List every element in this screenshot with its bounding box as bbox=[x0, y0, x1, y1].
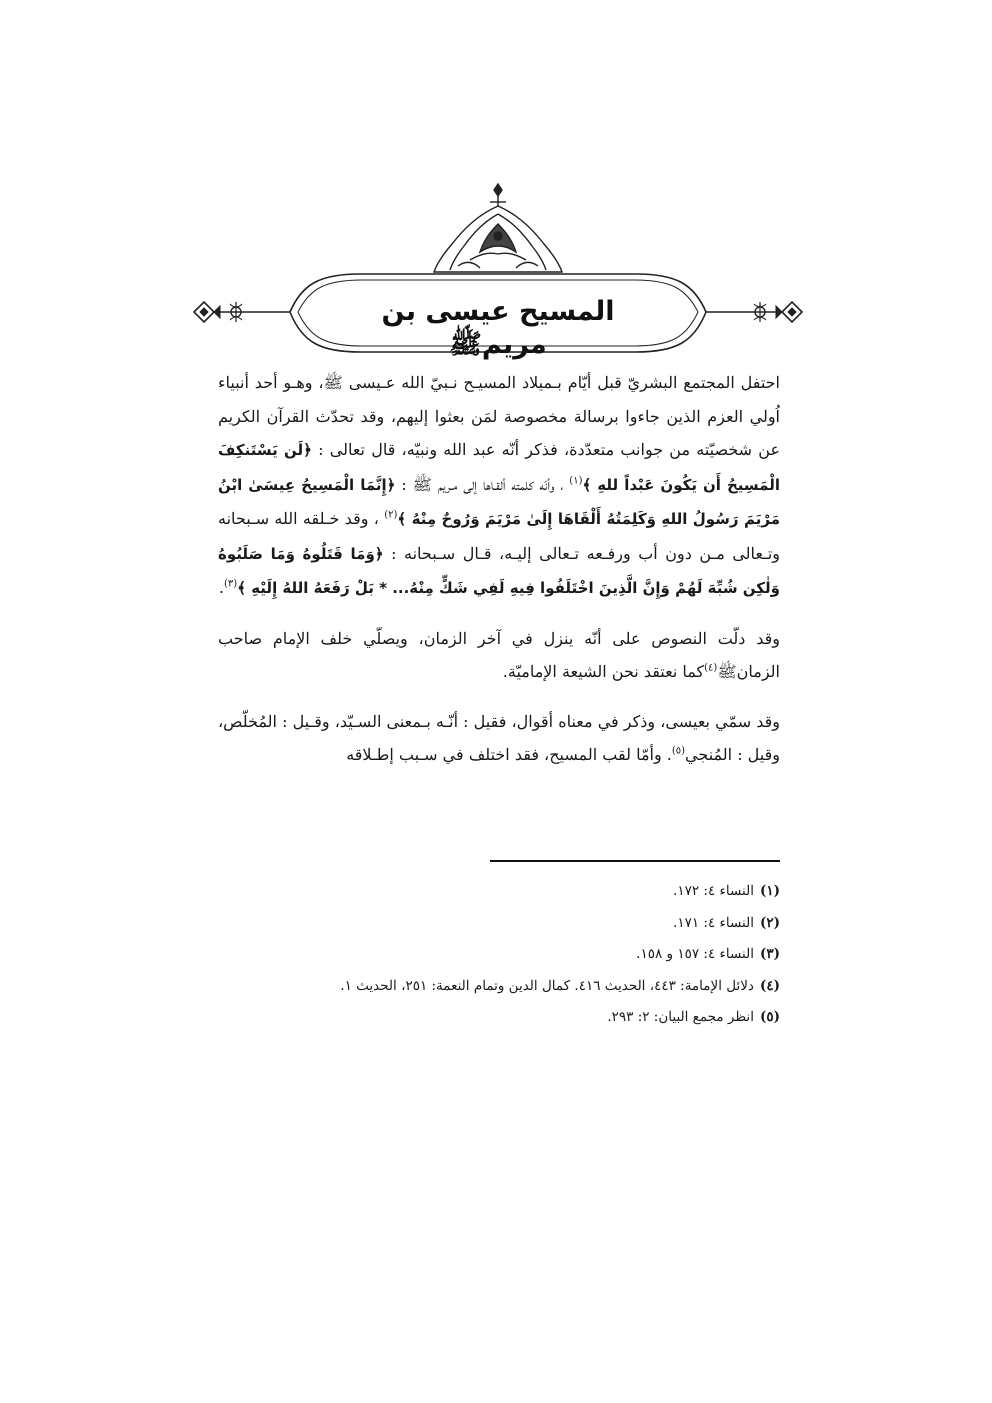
footnote-item bbox=[218, 939, 780, 971]
footnote-ref-2: (٢) bbox=[384, 509, 398, 521]
chapter-title: المسيح عيسى بن مريمﷺ bbox=[381, 296, 615, 360]
main-text bbox=[218, 366, 780, 788]
paragraph-1-end: . bbox=[218, 578, 225, 597]
arabesque-ornament-icon bbox=[434, 184, 562, 272]
footnote-ref-5: (٥) bbox=[671, 745, 686, 757]
paragraph-2 bbox=[218, 622, 780, 689]
footnote-number: (٤) bbox=[759, 977, 780, 994]
footnote-item bbox=[218, 1002, 780, 1034]
footnote-number: (٣) bbox=[759, 946, 780, 962]
paragraph-1-mid-1: ، وأنّه كلمته ألقـاها إلى مـريم ﷺ : bbox=[401, 474, 564, 494]
paragraph-2-end: كما نعتقد نحن الشيعة الإماميّة. bbox=[502, 662, 705, 681]
paragraph-3-text: وقد سمّي بعيسى، وذكر في معناه أقوال، فقيل : أنّـه بـمعنى السـيّد، وقـيل : المُخلّص، وقيل : المُنجي bbox=[218, 711, 780, 764]
quran-verse-2: ﴿إِنَّمَا الْمَسِيحُ عِيسَىٰ ابْنُ مَرْيَمَ رَسُولُ اللهِ وَكَلِمَتُهُ أَلْقَاهَا إِلَىٰ مَرْيَمَ وَرُوحٌ مِنْهُ ﴾ bbox=[218, 475, 780, 528]
paragraph-3 bbox=[218, 705, 780, 772]
footnote-ref-3: (٣) bbox=[224, 578, 238, 590]
quran-verse-3: ﴿وَمَا قَتَلُوهُ وَمَا صَلَبُوهُ وَلٰكِن شُبِّهَ لَهُمْ وَإِنَّ الَّذِينَ اخْتَلَفُوا فِيهِ لَفِي شَكٍّ مِنْهُ... * بَلْ رَفَعَهُ اللهُ إِلَيْهِ ﴾ bbox=[218, 544, 780, 597]
footnote-text: النساء ٤: ١٥٧ و ١٥٨. bbox=[636, 946, 754, 962]
footnote-number: (٥) bbox=[759, 1009, 780, 1025]
footnote-divider bbox=[490, 860, 780, 862]
paragraph-3-end: . وأمّا لقب المسيح، فقد اختلف في سـبب إطـلاقه bbox=[346, 745, 672, 764]
paragraph-2-text: وقد دلّت النصوص على أنّه ينزل في آخر الزمان، ويصلّي خلف الإمام صاحب الزمانﷺ bbox=[218, 628, 780, 681]
footnote-text: النساء ٤: ١٧١. bbox=[673, 914, 754, 931]
paragraph-1-mid-2: ، وقد خـلقه الله سـبحانه وتـعالى مـن دون أب ورفـعه تـعالى إليـه، قـال سـبحانه : bbox=[218, 509, 780, 563]
footnote-ref-4: (٤) bbox=[704, 662, 718, 674]
footnote-item bbox=[218, 971, 780, 1003]
footnote-text: انظر مجمع البيان: ٢: ٢٩٣. bbox=[607, 1009, 754, 1025]
footnote-number: (٢) bbox=[759, 914, 780, 931]
quran-verse-1: ﴿لَن يَسْتَنكِفَ الْمَسِيحُ أَن يَكُونَ عَبْداً للهِ ﴾ bbox=[218, 441, 781, 494]
paragraph-1 bbox=[218, 366, 780, 606]
chapter-header bbox=[190, 180, 806, 380]
footnote-ref-1: (١) bbox=[569, 475, 583, 487]
footnote-item bbox=[218, 876, 780, 908]
footnote-item bbox=[218, 908, 780, 940]
footnote-text: النساء ٤: ١٧٢. bbox=[673, 883, 754, 899]
footnote-text: دلائل الإمامة: ٤٤٣، الحديث ٤١٦. كمال الدين وتمام النعمة: ٢٥١، الحديث ١. bbox=[340, 977, 754, 994]
footnotes bbox=[218, 876, 780, 1034]
paragraph-1-intro: احتفل المجتمع البشريّ قبل أيّام بـميلاد المسيـح نـبيّ الله عـيسى ﷺ، وهـو أحد أنبياء اُولي العزم الذين جاءوا برسالة مخصوصة لمَن بعثوا إليهم، وقد تحدّث القرآن الكريم عن شخصيّته من جوانب متعدّدة، فذكر أنّه عبد الله ونبيّه، قال تعالى : bbox=[218, 373, 780, 459]
footnote-number: (١) bbox=[759, 883, 780, 899]
